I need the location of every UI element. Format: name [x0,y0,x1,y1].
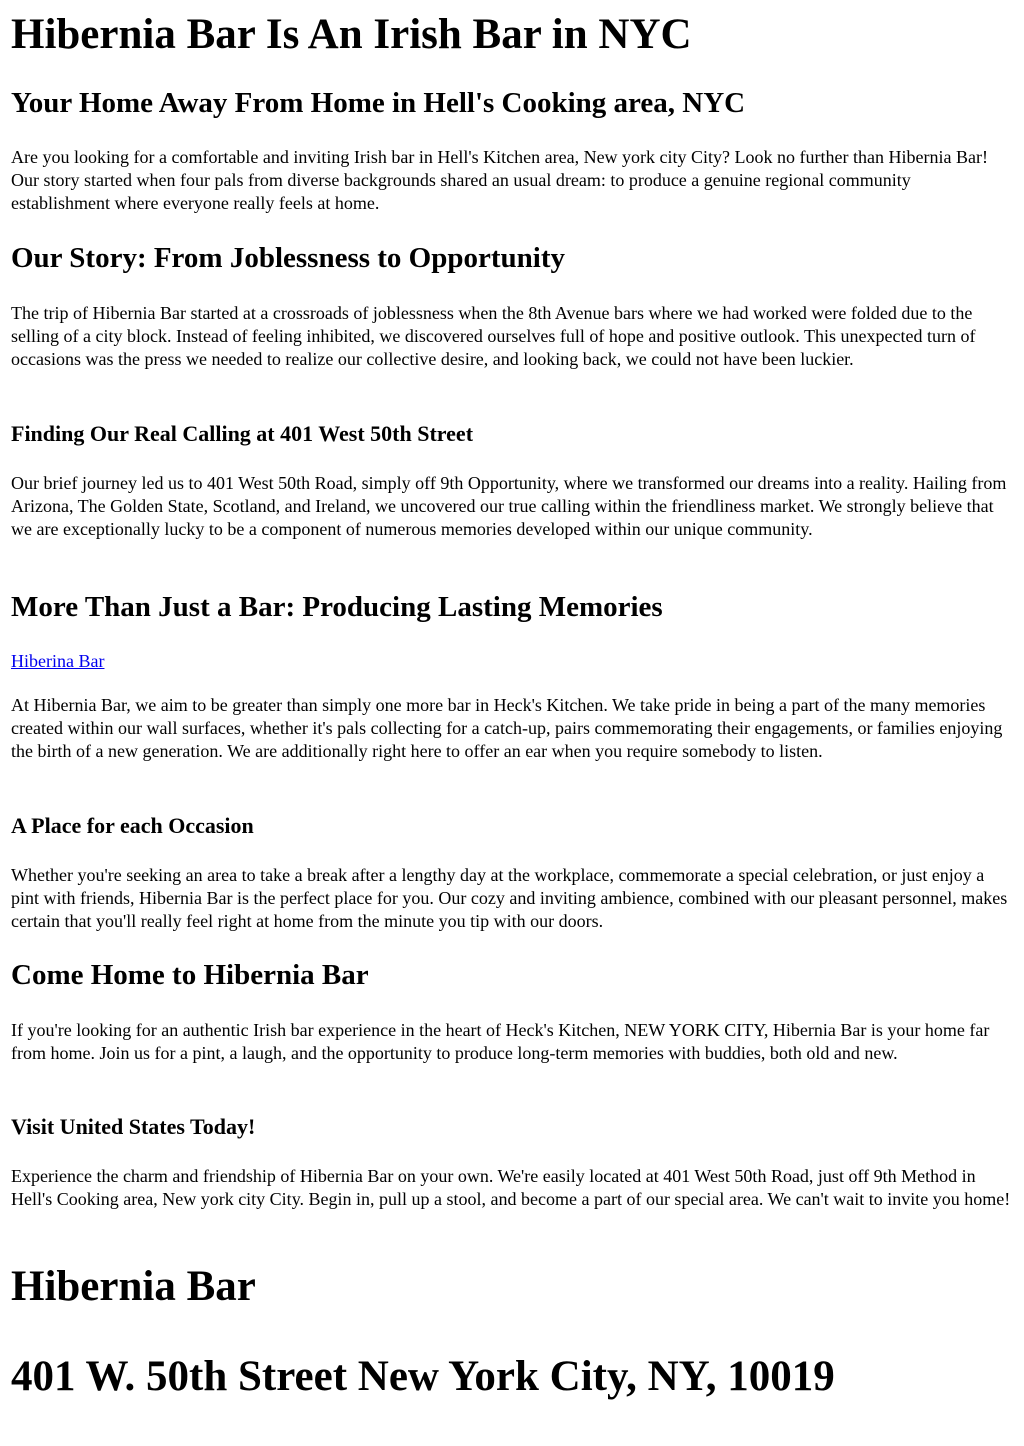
more-heading: More Than Just a Bar: Producing Lasting Memories [11,591,663,623]
more-paragraph: At Hibernia Bar, we aim to be greater than simply one more bar in Heck's Kitchen. We take pride in being a part of the many memories created within our wall surfaces, whether it's pals collecting for a catch-up, pairs commemorating their engagements, or families enjoying the birth of a new generation. We are additionally right here to offer an ear when you require somebody to listen. [11,695,1003,761]
visit-heading: Visit United States Today! [11,1114,256,1139]
subtitle-heading: Your Home Away From Home in Hell's Cooking area, NYC [11,87,746,119]
story-paragraph: The trip of Hibernia Bar started at a crossroads of joblessness when the 8th Avenue bars where we had worked were folded due to the selling of a city block. Instead of feeling inhibited, we discovered ourselves full of hope and positive outlook. This unexpected turn of occasions was the press we needed to realize our collective desire, and looking back, we could not have been luckier. [11,303,976,369]
place-paragraph: Whether you're seeking an area to take a break after a lengthy day at the workplace, commemorate a special celebration, or just enjoy a pint with friends, Hibernia Bar is the perfect place for you. Our cozy and inviting ambience, combined with our pleasant personnel, makes certain that you'll really feel right at home from the minute you tip with our doors. [11,865,1008,931]
visit-paragraph: Experience the charm and friendship of Hibernia Bar on your own. We're easily located at 401 West 50th Road, just off 9th Method in Hell's Cooking area, New york city City. Begin in, pull up a stool, and become a part of our special area. We can't wait to invite you home! [11,1166,1011,1209]
intro-paragraph: Are you looking for a comfortable and inviting Irish bar in Hell's Kitchen area, New york city City? Look no further than Hibernia Bar! Our story started when four pals from diverse backgrounds shared an usual dream: to produce a genuine regional community establishment where everyone really feels at home. [11,147,988,213]
calling-heading: Finding Our Real Calling at 401 West 50th Street [11,421,474,446]
story-heading: Our Story: From Joblessness to Opportunity [11,242,565,274]
place-heading: A Place for each Occasion [11,813,254,838]
calling-paragraph: Our brief journey led us to 401 West 50th Road, simply off 9th Opportunity, where we transformed our dreams into a reality. Hailing from Arizona, The Golden State, Scotland, and Ireland, we uncovered our true calling within the friendliness market. We strongly believe that we are exceptionally lucky to be a component of numerous memories developed within our unique community. [11,473,1007,539]
hiberina-bar-link[interactable]: Hiberina Bar [11,651,105,671]
come-home-paragraph: If you're looking for an authentic Irish bar experience in the heart of Heck's Kitchen, NEW YORK CITY, Hibernia Bar is your home far from home. Join us for a pint, a laugh, and the opportunity to produce long-term memories with buddies, both old and new. [11,1020,990,1063]
page-title: Hibernia Bar Is An Irish Bar in NYC [11,11,692,58]
come-home-heading: Come Home to Hibernia Bar [11,959,369,991]
business-address: 401 W. 50th Street New York City, NY, 10019 [11,1353,835,1400]
business-name: Hibernia Bar [11,1263,256,1310]
